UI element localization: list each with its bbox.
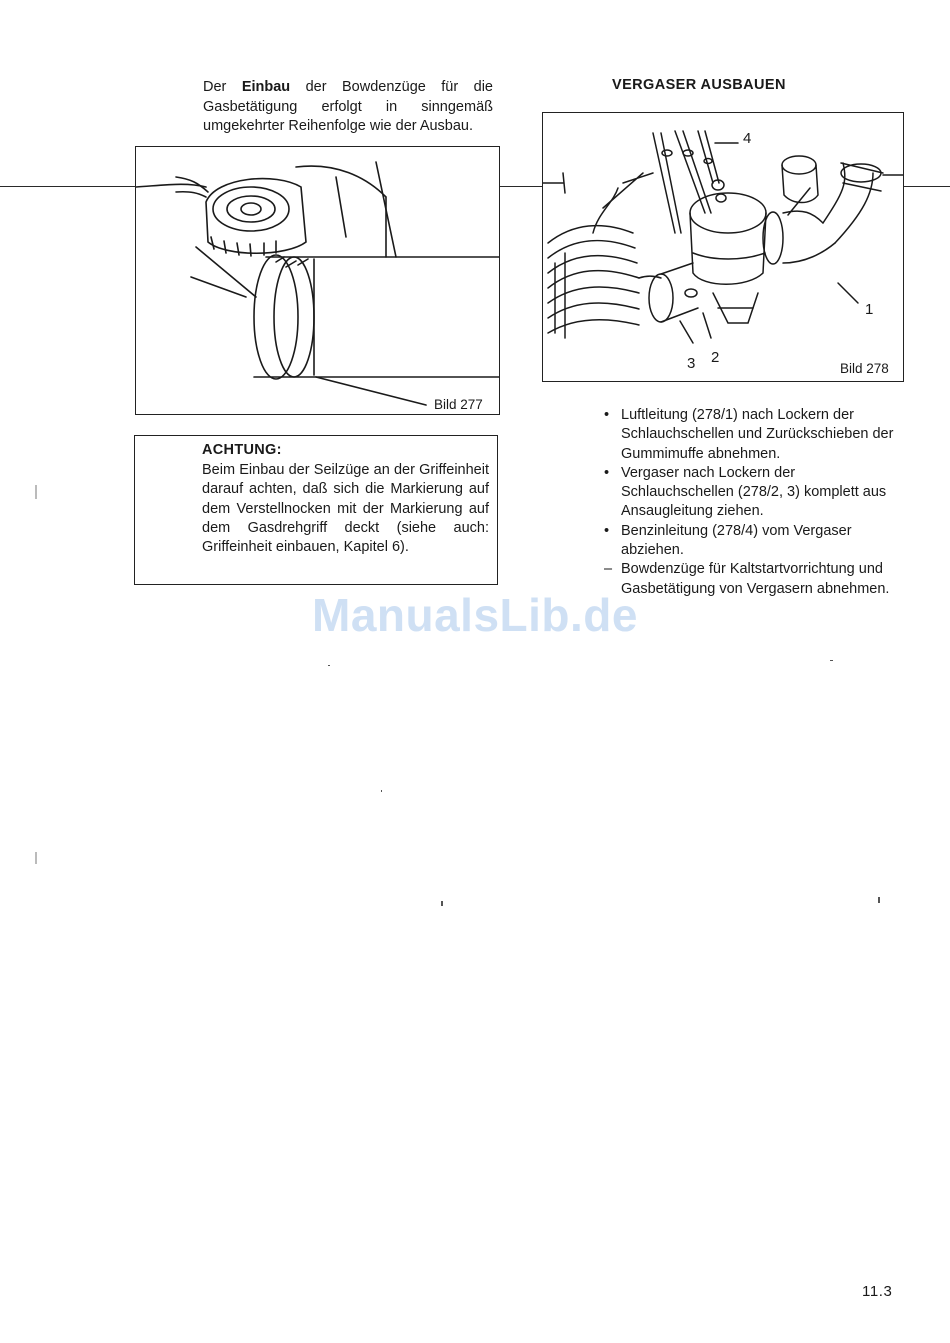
callout-1: 1: [865, 301, 874, 318]
list-item: [604, 522, 904, 561]
figure-278: [542, 112, 904, 382]
section-heading: VERGASER AUSBAUEN: [612, 77, 786, 93]
intro-bold-word: Einbau: [241, 79, 291, 95]
watermark: ManualsLib.de: [312, 589, 638, 641]
warning-box: [134, 435, 498, 585]
intro-paragraph: [203, 78, 493, 137]
scan-speck: [441, 901, 443, 906]
scan-speck: [381, 790, 382, 792]
step-text: Luftleitung (278/1) nach Lockern der Schlauchschellen und Zurückschieben der Gummimuffe abnehmen.: [621, 407, 894, 462]
step-text: Bowdenzüge für Kaltstartvorrichtung und Gasbetätigung von Vergasern abnehmen.: [621, 561, 890, 597]
carburetor-illustration: [543, 113, 903, 381]
intro-lead: Der: [203, 79, 242, 95]
scan-speck: [35, 485, 37, 499]
scan-speck: [328, 665, 330, 666]
step-text: Benzinleitung (278/4) vom Vergaser abziehen.: [621, 522, 852, 559]
scan-speck: [35, 852, 37, 864]
callout-4: 4: [743, 130, 752, 147]
bullet-marker: •: [604, 407, 610, 423]
procedure-steps: [604, 406, 904, 599]
callout-3: 3: [687, 355, 696, 372]
warning-text: Beim Einbau der Seilzüge an der Griffeinheit darauf achten, daß sich die Markierung auf dem Verstellnocken mit der Markierung auf dem Gasdrehgriff deckt (siehe auch: Griffeinheit einbauen, Kapitel 6).: [202, 462, 489, 556]
scan-speck: [830, 660, 833, 661]
dash-marker: –: [604, 561, 613, 578]
figure-278-caption: Bild 278: [840, 361, 889, 376]
bullet-marker: •: [604, 522, 610, 539]
page-number: 11.3: [862, 1283, 893, 1300]
list-item: [604, 464, 904, 522]
bullet-marker: •: [604, 464, 610, 481]
figure-277: [135, 146, 500, 415]
list-item: [604, 406, 904, 464]
callout-2: 2: [711, 349, 720, 366]
throttle-grip-illustration: [136, 147, 499, 414]
warning-title: ACHTUNG:: [202, 442, 282, 458]
intro-rest: der Bowdenzüge für die Gasbetätigung erfolgt in sinngemäß umgekehrter Reihenfolge wie der Ausbau.: [203, 79, 493, 134]
figure-277-caption: Bild 277: [434, 397, 483, 412]
scan-speck: [878, 897, 880, 903]
step-text: Vergaser nach Lockern der Schlauchschellen (278/2, 3) komplett aus Ansaugleitung ziehen.: [621, 464, 887, 520]
